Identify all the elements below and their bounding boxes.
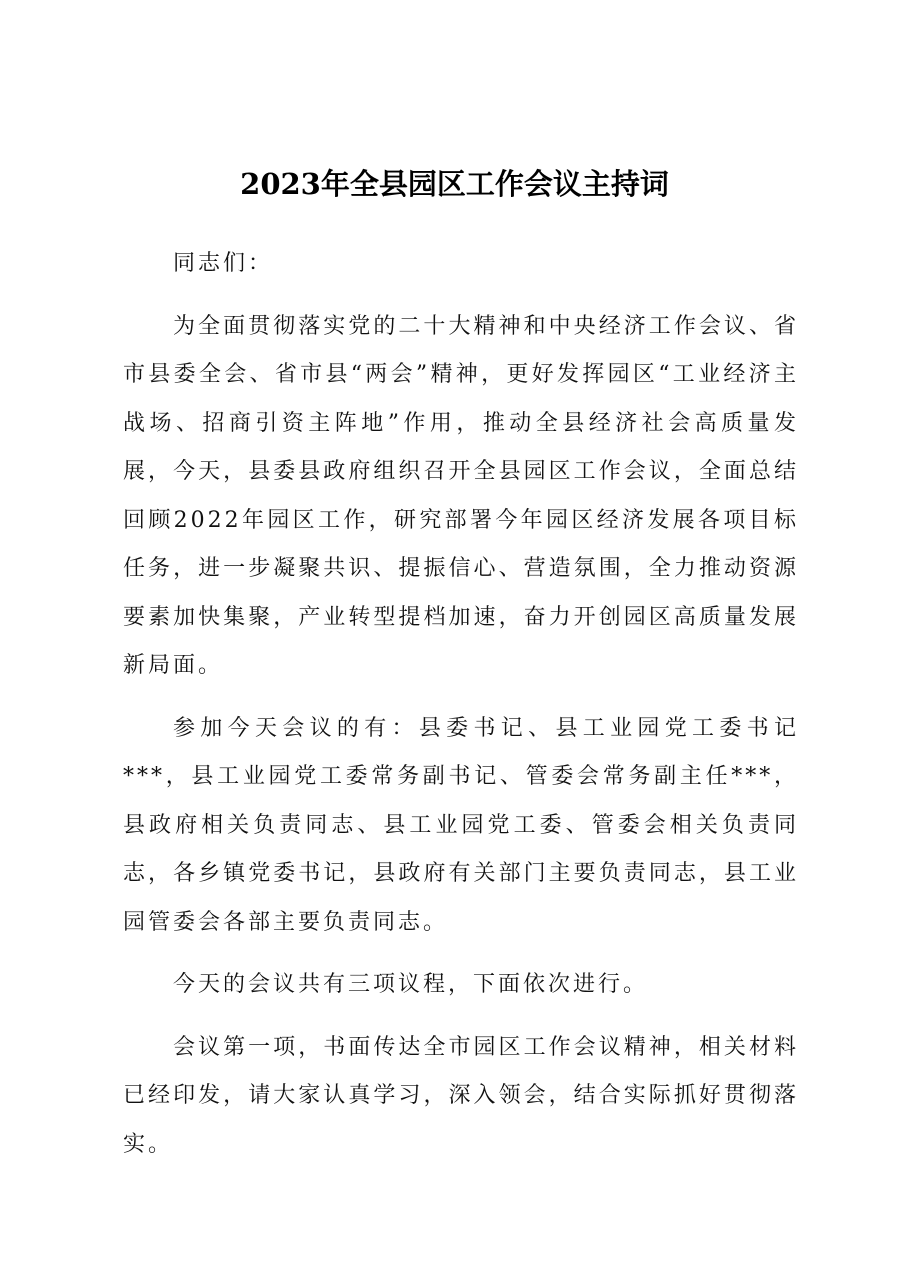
document-body — [123, 240, 799, 1169]
body-paragraph: 今天的会议共有三项议程，下面依次进行。 — [173, 972, 649, 997]
body-paragraph: 为全面贯彻落实党的二十大精神和中央经济工作会议、省市县委全会、省市县“两会”精神，更好发挥园区“工业经济主战场、招商引资主阵地”作用，推动全县经济社会高质量发展，今天，县委县政府组织召开全县园区工作会议，全面总结回顾2022年园区工作，研究部署今年园区经济发展各项目标任务，进一步凝聚共识、提振信心、营造氛围，全力推动资源要素加快集聚，产业转型提档加速，奋力开创园区高质量发展新局面。 — [123, 313, 799, 678]
body-paragraph: 会议第一项，书面传达全市园区工作会议精神，相关材料已经印发，请大家认真学习，深入领会，结合实际抓好贯彻落实。 — [123, 1034, 799, 1157]
document-title: 2023年全县园区工作会议主持词 — [240, 167, 669, 201]
body-paragraph: 参加今天会议的有：县委书记、县工业园党工委书记***，县工业园党工委常务副书记、管委会常务副主任***，县政府相关负责同志、县工业园党工委、管委会相关负责同志，各乡镇党委书记，县政府有关部门主要负责同志，县工业园管委会各部主要负责同志。 — [123, 715, 799, 935]
salutation-paragraph: 同志们： — [173, 251, 274, 276]
